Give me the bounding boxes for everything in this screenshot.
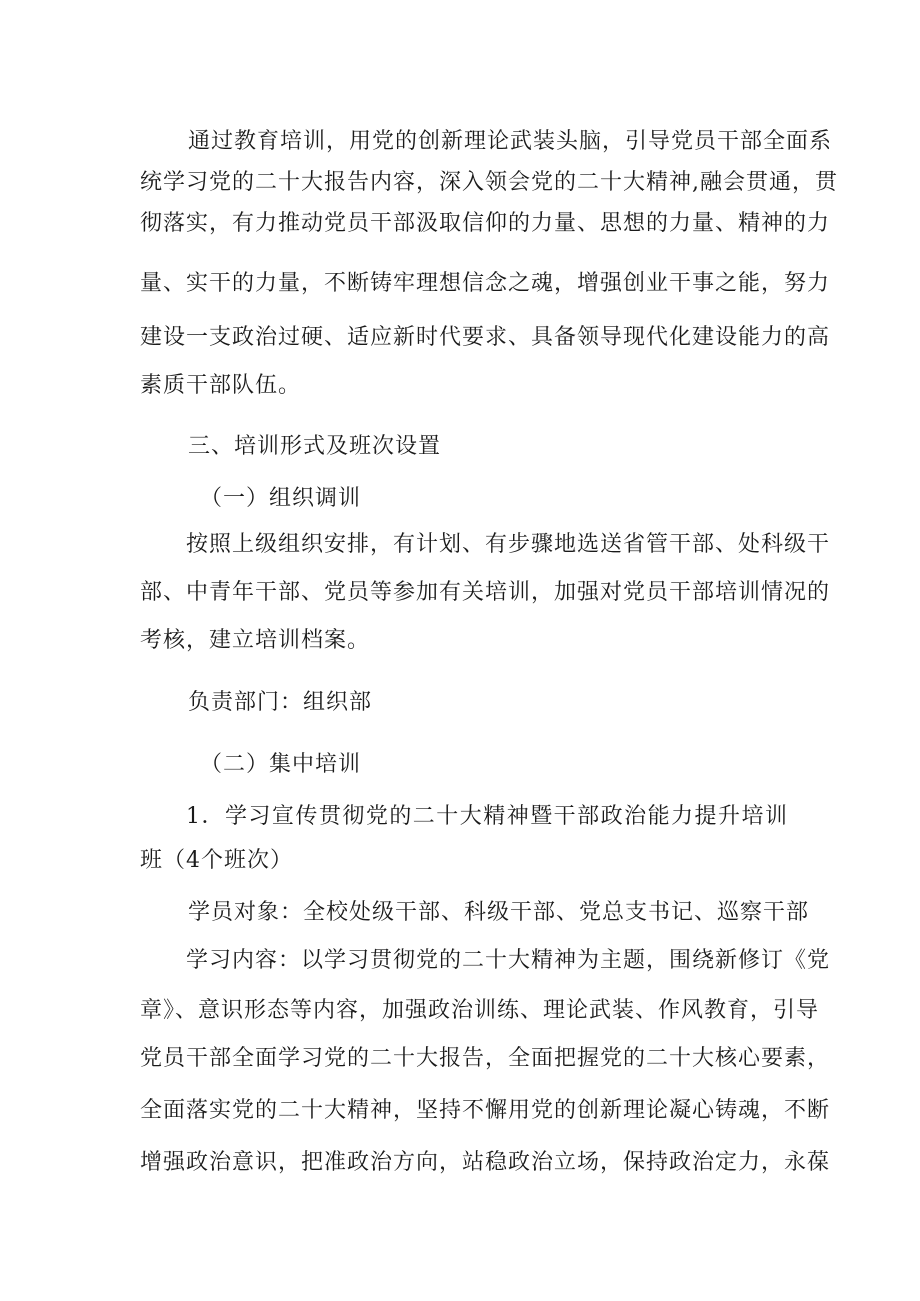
content-line-4: 全面落实党的二十大精神，坚持不懈用党的创新理论凝心铸魂，不断: [140, 1098, 831, 1123]
sub1-line-1: 按照上级组织安排，有计划、有步骤地选送省管干部、处科级干: [186, 532, 831, 557]
intro-line-3: 彻落实，有力推动党员干部汲取信仰的力量、思想的力量、精神的力: [140, 211, 831, 236]
sub1-line-3: 考核，建立培训档案。: [140, 628, 371, 653]
subsection-1-heading: （一）组织调训: [200, 486, 362, 511]
content-line-1: 学习内容：以学习贯彻党的二十大精神为主题，围绕新修订《党: [186, 948, 831, 973]
item-1-line-1: 1．学习宣传贯彻党的二十大精神暨干部政治能力提升培训: [186, 804, 788, 829]
sub1-line-2: 部、中青年干部、党员等参加有关培训，加强对党员干部培训情况的: [140, 580, 831, 605]
content-line-2: 章》、意识形态等内容，加强政治训练、理论武装、作风教育，引导: [140, 998, 820, 1023]
responsible-department: 负责部门：组织部: [188, 690, 373, 715]
intro-line-2: 统学习党的二十大报告内容，深入领会党的二十大精神,融会贯通，贯: [140, 170, 838, 195]
section-heading: 三、培训形式及班次设置: [188, 434, 442, 459]
subsection-2-heading: （二）集中培训: [200, 752, 362, 777]
intro-line-4: 量、实干的力量，不断铸牢理想信念之魂，增强创业干事之能，努力: [140, 271, 831, 296]
item-1-line-2: 班（4个班次）: [140, 848, 293, 873]
audience: 学员对象：全校处级干部、科级干部、党总支书记、巡察干部: [188, 900, 810, 925]
intro-line-6: 素质干部队伍。: [140, 373, 302, 398]
content-line-3: 党员干部全面学习党的二十大报告，全面把握党的二十大核心要素，: [140, 1046, 831, 1071]
content-line-5: 增强政治意识，把准政治方向，站稳政治立场，保持政治定力，永葆: [140, 1150, 831, 1175]
intro-line-1: 通过教育培训，用党的创新理论武装头脑，引导党员干部全面系: [188, 129, 833, 154]
intro-line-5: 建设一支政治过硬、适应新时代要求、具备领导现代化建设能力的高: [140, 325, 831, 350]
